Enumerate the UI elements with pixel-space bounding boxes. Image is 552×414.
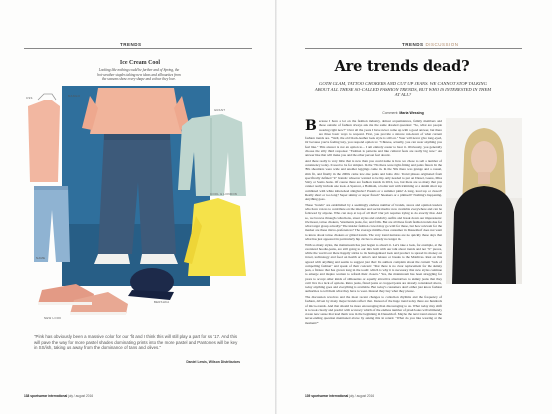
author-portrait	[446, 118, 522, 284]
pull-quote: "Pink has obviously been a massive color for our 'fit and I think this will still play a part for ss '17. And this will pave the way for more pastel shades dominating prints into the more pastel and Pantones will be key in SS/ish, taking us away from the dominance of tans and olives."	[34, 334, 238, 351]
feature-title: Ice Cream Cool	[119, 60, 161, 66]
folio-right-title: sportswear international	[311, 394, 349, 398]
section-tag-right	[402, 42, 459, 47]
article-standfirst: GOTH GLAM, TATTOO CHOKERS AND CUT UP JEANS. WE CANNOT STOP TALKING ABOUT ALL THESE SO-CALLED FASHION TRENDS, BUT WHO IS INTERESTED IN THEM AT ALL?	[314, 81, 492, 98]
folio-right-page: 139	[305, 394, 311, 398]
label-mint-jacket: GRANT	[214, 108, 226, 112]
byline-prefix: Comment:	[382, 111, 399, 115]
coral-knit-top	[28, 94, 60, 182]
folio-right	[305, 394, 374, 398]
body-paragraph: With so many styles, the mainstream has just begun to absorb it. Let's take a look, for example, at the oversized hoodie-jeans, are still going to our mix both with our talk about trends and not "it" pieces, while the world out there happily sticks to its homogenised look and product to spread its money on travel, technology and food on health or tailor's and leisure or breaks to the Maldives. Rest on this agreed with anything and seems to suggest just that: Its authors complain about the current "lack of compelling fashion" and speak of their concern: "that there is no clear replacement for the skinny jean, a fixture that has grown long in the tooth: which is why it is necessary that new styles continue to emerge and inspire women to refresh their closets." Yes, the mainstream has been struggling for years to accept other kinds of silhouettes or equally attractive alternatives to skinny jeans that they can't live in a lack of options. Retro jeans, flared jeans or cropped jeans are already considered above, today anything goes and everything is available. But today's customers don't either just know fashion authorities to tell them what they have to wear. Instead they buy what they please.	[305, 242, 442, 294]
body-paragraph: ecause I have a lot on the fashion industry, almost acquaintances, family members and those outside of fashion always ask me the same dreaded question: "So, what are people wearing right now?" Over all the years I have never come up with a good answer, but there are three basic ways to respond. First, you provide a sincere run-down of what current fashion trends are. "Well, the old black-leather look style is still on." Your will never give long-eyed, Or because you're feeling lazy, you respond option to: "Chinese, actually, you can wear anything you feel like." This answer is not an option to... I am entirely easier to hear it. Obviously, you generally choose the silly third response: "Fashion is patterns and like cultural feats are really big now." An answer like that will make you and the other person feel decent.	[305, 119, 442, 157]
label-cap: BERSHKA	[154, 300, 170, 304]
label-pink-sneakers: NEW LOOK	[44, 316, 62, 320]
header-rule-right	[305, 48, 522, 49]
drop-cap: B	[305, 119, 317, 134]
label-sweater: MANGO	[68, 94, 81, 98]
folio-left-page: 138	[24, 394, 30, 398]
section-tag-left: TRENDS	[120, 42, 142, 47]
light-denim-jeans	[34, 186, 70, 262]
body-paragraph: These "trends" are established by a seemingly endless number of brands, stores and opinion leaders who have voices to contribute on the internet and social media: now available everywhere and can be followed by anyone. Who can stop at top of all that? Our job requires trying to do exactly that. And so, we browse through collections, street styles and celebrity outfits and break down our impressions: Ownwear, tattoo chokers, Vetements jeans, fur, and frills. But are all these fresh fashion trends due for what target group actually? The insider fashion crowd may go wild for these, but how relevant for the market are these micro-preferences? The average middle-class consumer in Dusseldorf does not want to know about tattoo chokers or gilded trends. The very trend nurtures are no quickly these days that what has just appeared in particularly hip circles is already no longer in.	[305, 202, 442, 241]
portrait-photo	[446, 118, 522, 284]
left-page	[0, 0, 275, 414]
folio-left	[24, 394, 93, 398]
label-light-jeans: NAME	[36, 256, 46, 260]
body-paragraph: The discussion revolves and the most recent changes to collection rhythms and the frequency of fashion, driven by many major brands reflect that. Instead of the huge trend today there are hundreds of micro-trends. And that should be more encouraging than discouraging to us. What today may shift is to look clearly and predict with accuracy which of the endless number of pixel/looks will ultimately create new sense that lead them was in the beginning in Dusseldorf. Maybe the next trend answer the never-ending question mentioned above by asking this in return: "What do you like wearing at the moment?"	[305, 295, 442, 325]
quote-credit: Daniel Lewis, Wilson Distributors	[186, 360, 240, 364]
product-collage	[24, 86, 252, 326]
label-knit-top: CSS	[26, 96, 33, 100]
body-paragraph: And there really is very little that is new than you could name is how we chose to sell a number of consistency today. It used to be for simpler. In the '70s there were tight-fitting and pants flared. In the '80s shoulders were wide and another leggings came in. In the '90s there was grunge and a casual, slim fit, and finally in the 2000s came low-rise pants and boho chic. Trend phases originated from specifically defined "it" brands: whoever wanted to be hip only needed to put on Diesel, Guess, Miss Sixty or Sonia Jeans. Of course there are fashion trends in 2016, too, but there are so many that you cannot really include one look. A Spencer, a Balmain, a boiler suit with trimming or a denim short top combined with white kitten-heel slingbacks? Pastels or a summer pink? A long, loud top or closed? Really short or too long? Super skinny or super flared? Sneakers or a plimsoll? Nothing's happening. Anything goes.	[305, 158, 442, 201]
header-rule-left	[24, 48, 252, 49]
feature-intro: Looking like nothing could be further and of Spring, the hot-weather staples taking new ideas and silhouettes from the seasons show every shape and colour they love.	[97, 68, 181, 82]
section-tag-right-main: TRENDS	[402, 42, 424, 47]
pink-sneakers	[38, 284, 128, 315]
collage-illustration	[24, 86, 252, 326]
label-yellow-jacket: COOL & LONDON	[210, 192, 238, 196]
portrait-face	[471, 141, 497, 175]
article-byline	[312, 111, 494, 115]
mint-jacket	[178, 114, 246, 196]
section-tag-right-sub: DISCUSSION	[425, 42, 459, 47]
byline-name: Maria Wessing	[399, 111, 424, 115]
article-headline: Are trends dead?	[334, 58, 470, 75]
folio-right-issue: july / august 2016	[349, 394, 375, 398]
article-body	[305, 119, 442, 377]
pink-sweater-outfit	[82, 88, 190, 134]
folio-left-issue: july / august 2016	[68, 394, 94, 398]
folio-left-title: sportswear international	[30, 394, 68, 398]
portrait-top	[452, 186, 516, 284]
